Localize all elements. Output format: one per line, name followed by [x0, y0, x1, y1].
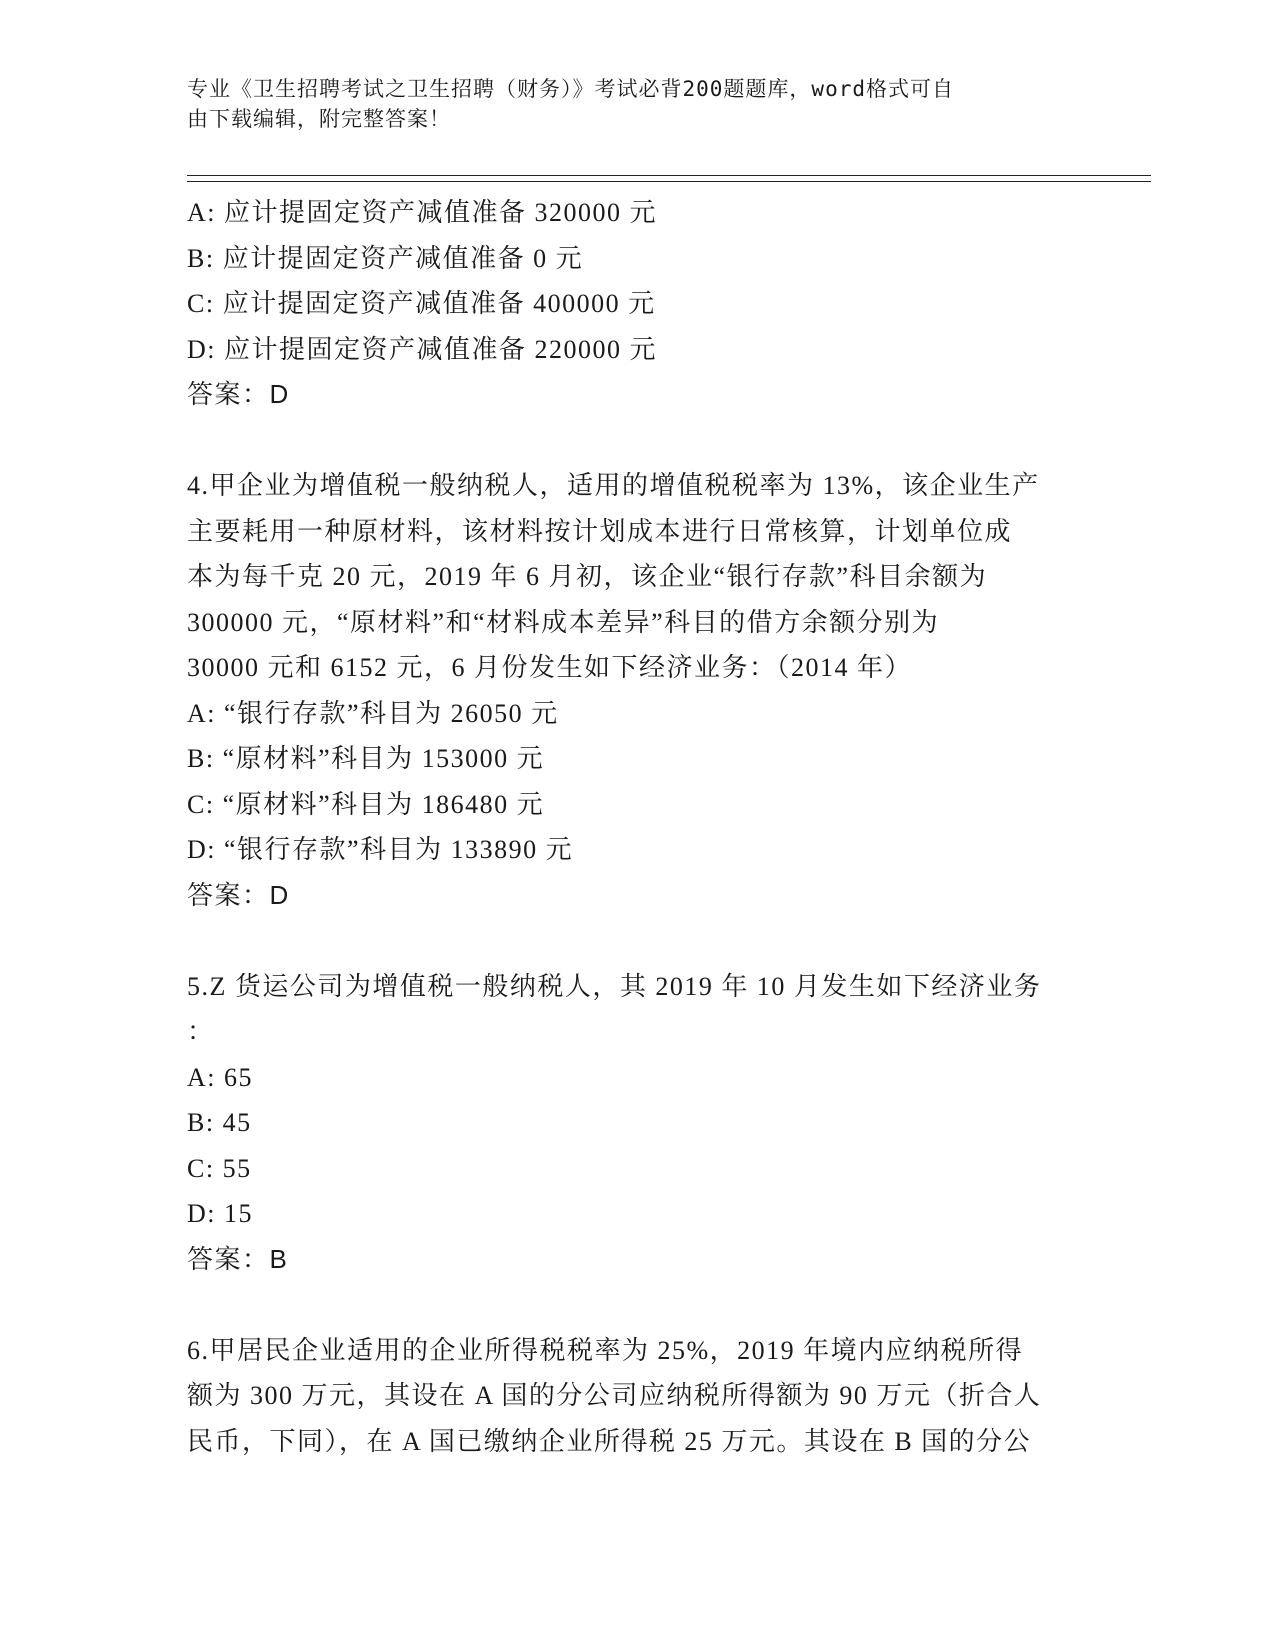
- question-stem-line: 主要耗用一种原材料，该材料按计划成本进行日常核算，计划单位成: [187, 516, 1013, 546]
- question-stem-line: 300000 元，“原材料”和“材料成本差异”科目的借方余额分别为: [187, 607, 940, 637]
- spacer: [187, 418, 1087, 464]
- option-d: D: “银行存款”科目为 133890 元: [187, 835, 574, 864]
- question-stem-line: 30000 元和 6152 元，6 月份发生如下经济业务：（2014 年）: [187, 653, 913, 682]
- option-c: C: “原材料”科目为 186480 元: [187, 789, 545, 819]
- answer-line: 答案：B: [187, 1243, 289, 1274]
- question-stem-line: 本为每千克 20 元，2019 年 6 月初，该企业“银行存款”科目余额为: [187, 562, 988, 591]
- answer-line: 答案：D: [187, 379, 290, 409]
- spacer: [187, 1282, 1087, 1328]
- option-c: C: 55: [187, 1153, 252, 1183]
- question-5: [187, 964, 1087, 1283]
- option-d: D: 15: [187, 1199, 253, 1228]
- option-b: B: 45: [187, 1108, 252, 1137]
- document-body: [187, 190, 1087, 1464]
- option-a: A: “银行存款”科目为 26050 元: [187, 698, 559, 728]
- header-line-2: 由下载编辑，附完整答案！: [187, 107, 451, 131]
- spacer: [187, 918, 1087, 964]
- question-stem-line: 额为 300 万元，其设在 A 国的分公司应纳税所得额为 90 万元（折合人: [187, 1381, 1042, 1410]
- option-b: B: “原材料”科目为 153000 元: [187, 744, 545, 773]
- question-stem-line: 6.甲居民企业适用的企业所得税税率为 25%，2019 年境内应纳税所得: [187, 1335, 1024, 1365]
- question-3: [187, 190, 1087, 418]
- option-d: D: 应计提固定资产减值准备 220000 元: [187, 334, 658, 364]
- question-stem-line: 5.Z 货运公司为增值税一般纳税人，其 2019 年 10 月发生如下经济业务: [187, 971, 1042, 1001]
- header-divider-top: [187, 175, 1151, 176]
- option-b: B: 应计提固定资产减值准备 0 元: [187, 243, 584, 273]
- option-c: C: 应计提固定资产减值准备 400000 元: [187, 289, 656, 318]
- question-stem-line: 4.甲企业为增值税一般纳税人，适用的增值税税率为 13%，该企业生产: [187, 471, 1040, 500]
- header-divider-bottom: [187, 181, 1151, 182]
- option-a: A: 65: [187, 1062, 253, 1092]
- question-stem-line: ：: [187, 1017, 215, 1046]
- answer-line: 答案：D: [187, 879, 290, 910]
- header-line-1: 专业《卫生招聘考试之卫生招聘（财务）》考试必背200题题库，word格式可自: [187, 77, 954, 101]
- question-4: [187, 463, 1087, 918]
- question-6: [187, 1328, 1087, 1465]
- option-a: A: 应计提固定资产减值准备 320000 元: [187, 198, 658, 227]
- document-header: [187, 74, 1067, 134]
- question-stem-line: 民币，下同），在 A 国已缴纳企业所得税 25 万元。其设在 B 国的分公: [187, 1426, 1032, 1456]
